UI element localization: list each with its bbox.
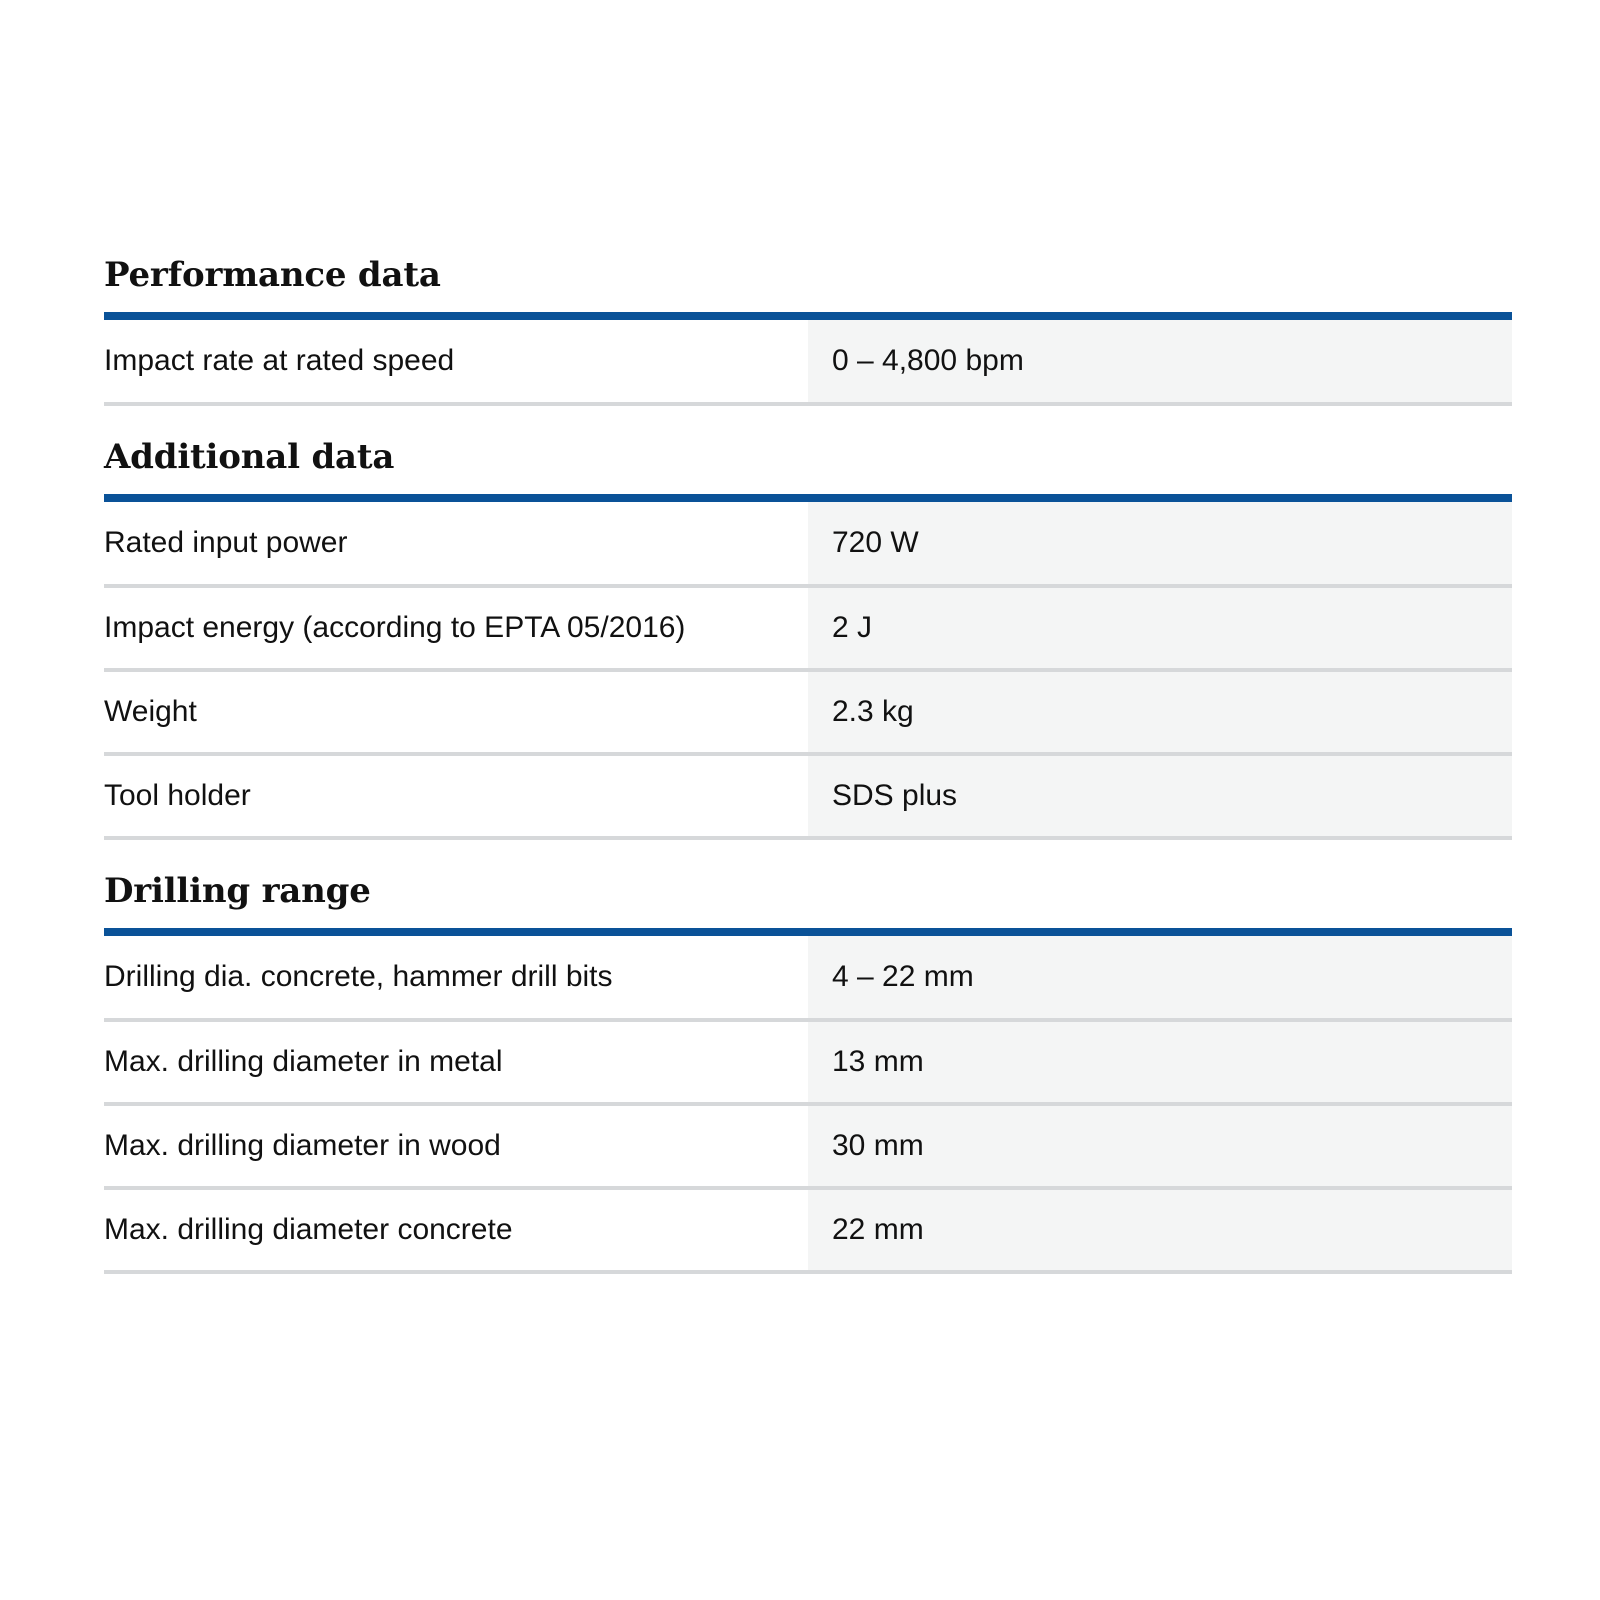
section-divider: [104, 312, 1512, 320]
spec-row: [104, 1106, 1512, 1190]
spec-label: Tool holder: [104, 779, 251, 812]
section-divider: [104, 928, 1512, 936]
spec-sheet: [104, 246, 1512, 1274]
spec-value: 30 mm: [808, 1106, 1512, 1186]
spec-label: Drilling dia. concrete, hammer drill bits: [104, 960, 613, 993]
spec-value: 2 J: [808, 588, 1512, 668]
spec-row: [104, 756, 1512, 840]
section-divider: [104, 494, 1512, 502]
spec-value: 2.3 kg: [808, 672, 1512, 752]
spec-row: [104, 320, 1512, 406]
section-title: Performance data: [104, 255, 441, 295]
section-title: Drilling range: [104, 871, 371, 911]
section-performance-data: [104, 246, 1512, 406]
spec-label: Impact rate at rated speed: [104, 344, 455, 377]
spec-value: 4 – 22 mm: [808, 936, 1512, 1018]
spec-row: [104, 672, 1512, 756]
spec-label: Max. drilling diameter in wood: [104, 1129, 501, 1162]
spec-label: Rated input power: [104, 526, 348, 559]
section-title: Additional data: [104, 437, 395, 477]
spec-row: [104, 502, 1512, 588]
section-drilling-range: [104, 862, 1512, 1274]
spec-label: Weight: [104, 695, 197, 728]
spec-row: [104, 936, 1512, 1022]
spec-label: Max. drilling diameter in metal: [104, 1045, 503, 1078]
spec-label: Impact energy (according to EPTA 05/2016): [104, 611, 686, 644]
spec-value: 13 mm: [808, 1022, 1512, 1102]
spec-value: 0 – 4,800 bpm: [808, 320, 1512, 402]
spec-value: SDS plus: [808, 756, 1512, 836]
spec-row: [104, 1022, 1512, 1106]
spec-row: [104, 1190, 1512, 1274]
spec-value: 22 mm: [808, 1190, 1512, 1270]
spec-value: 720 W: [808, 502, 1512, 584]
section-additional-data: [104, 428, 1512, 840]
spec-label: Max. drilling diameter concrete: [104, 1213, 513, 1246]
spec-row: [104, 588, 1512, 672]
